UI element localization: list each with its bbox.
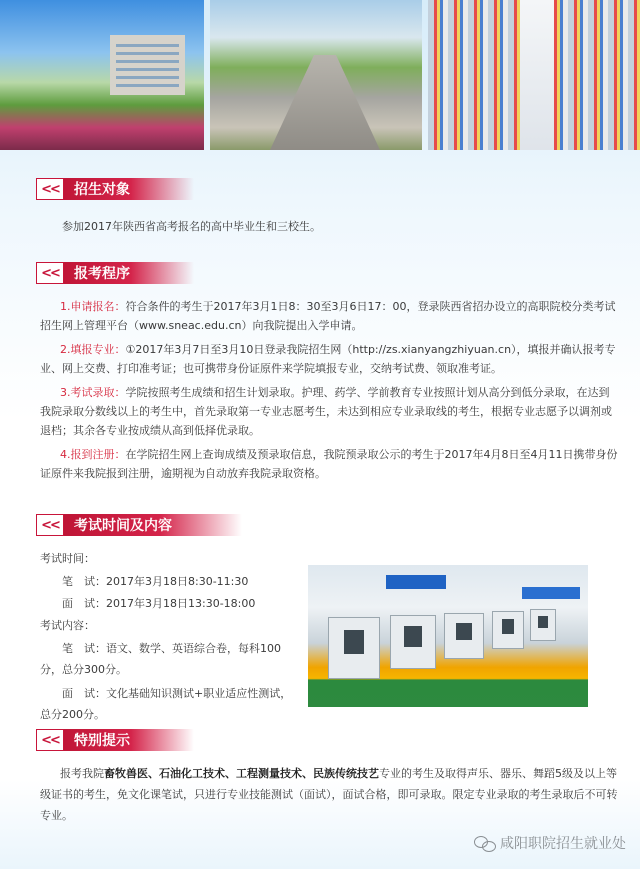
chevron-left-icon: <<	[36, 729, 64, 751]
watermark-text: 咸阳职院招生就业处	[500, 836, 626, 852]
section-header-notice	[36, 729, 194, 751]
wechat-icon	[474, 834, 496, 852]
notice-majors: 畜牧兽医、石油化工技术、工程测量技术、民族传统技艺	[104, 767, 379, 780]
exam-written-time: 笔 试：2017年3月18日8:30-11:30	[62, 575, 249, 588]
chevron-left-icon: <<	[36, 514, 64, 536]
section-header-exam	[36, 514, 242, 536]
procedure-item-2	[40, 340, 618, 378]
exam-interview-content: 面 试：文化基础知识测试+职业适应性测试，总分200分。	[40, 687, 292, 721]
campus-building-photo	[0, 0, 204, 150]
section-title: 报考程序	[74, 266, 130, 282]
exam-content-heading: 考试内容：	[40, 619, 95, 632]
wechat-watermark	[474, 833, 626, 853]
section-header-procedure	[36, 262, 194, 284]
procedure-item-3	[40, 383, 618, 440]
procedure-text: 学院按照考生成绩和招生计划录取。护理、药学、学前教育专业按照计划从高分到低分录取，在达到我院录取分数线以上的考生中，首先录取第一专业志愿考生，未达到相应专业录取线的考生，根据专业志愿予以调剂或退档；其余各专业按成绩从高到低择优录取。	[40, 386, 612, 437]
procedure-label: 3.考试录取：	[60, 386, 126, 399]
section-header-target	[36, 178, 194, 200]
procedure-label: 1.申请报名：	[60, 300, 126, 313]
notice-paragraph	[40, 763, 618, 826]
library-photo	[428, 0, 640, 150]
procedure-text: 在学院招生网上查询成绩及预录取信息，我院预录取公示的考生于2017年4月8日至4月11日携带身份证原件来我院报到注册，逾期视为自动放弃我院录取资格。	[40, 448, 618, 480]
header-photos	[0, 0, 640, 150]
procedure-text: ①2017年3月7日至3月10日登录我院招生网（http://zs.xianyangzhiyuan.cn），填报并确认报考专业、网上交费、打印准考证；也可携带身份证原件来学院填报专业，交纳考试费、领取准考证。	[40, 343, 616, 375]
training-lab-photo	[308, 565, 588, 707]
target-paragraph: 参加2017年陕西省高考报名的高中毕业生和三校生。	[62, 220, 321, 233]
section-title: 特别提示	[74, 733, 130, 749]
exam-written-content: 笔 试：语文、数学、英语综合卷，每科100分，总分300分。	[40, 642, 281, 676]
procedure-item-4	[40, 445, 618, 483]
section-title: 招生对象	[74, 182, 130, 198]
chevron-left-icon: <<	[36, 178, 64, 200]
notice-suffix: 专业的考生及取得声乐、器乐、舞蹈5级及以上等级证书的考生，免文化课笔试，只进行专业技能测试（面试），面试合格，即可录取。限定专业录取的考生录取后不可转专业。	[40, 767, 618, 822]
procedure-item-1	[40, 297, 618, 335]
notice-prefix: 报考我院	[60, 767, 104, 780]
campus-path-photo	[210, 0, 422, 150]
exam-time-heading: 考试时间：	[40, 552, 95, 565]
procedure-label: 2.填报专业：	[60, 343, 126, 356]
exam-interview-time: 面 试：2017年3月18日13:30-18:00	[62, 597, 256, 610]
procedure-label: 4.报到注册：	[60, 448, 126, 461]
procedure-text: 符合条件的考生于2017年3月1日8：30至3月6日17：00，登录陕西省招办设立的高职院校分类考试招生网上管理平台（www.sneac.edu.cn）向我院提出入学申请。	[40, 300, 616, 332]
section-title: 考试时间及内容	[74, 518, 172, 534]
chevron-left-icon: <<	[36, 262, 64, 284]
